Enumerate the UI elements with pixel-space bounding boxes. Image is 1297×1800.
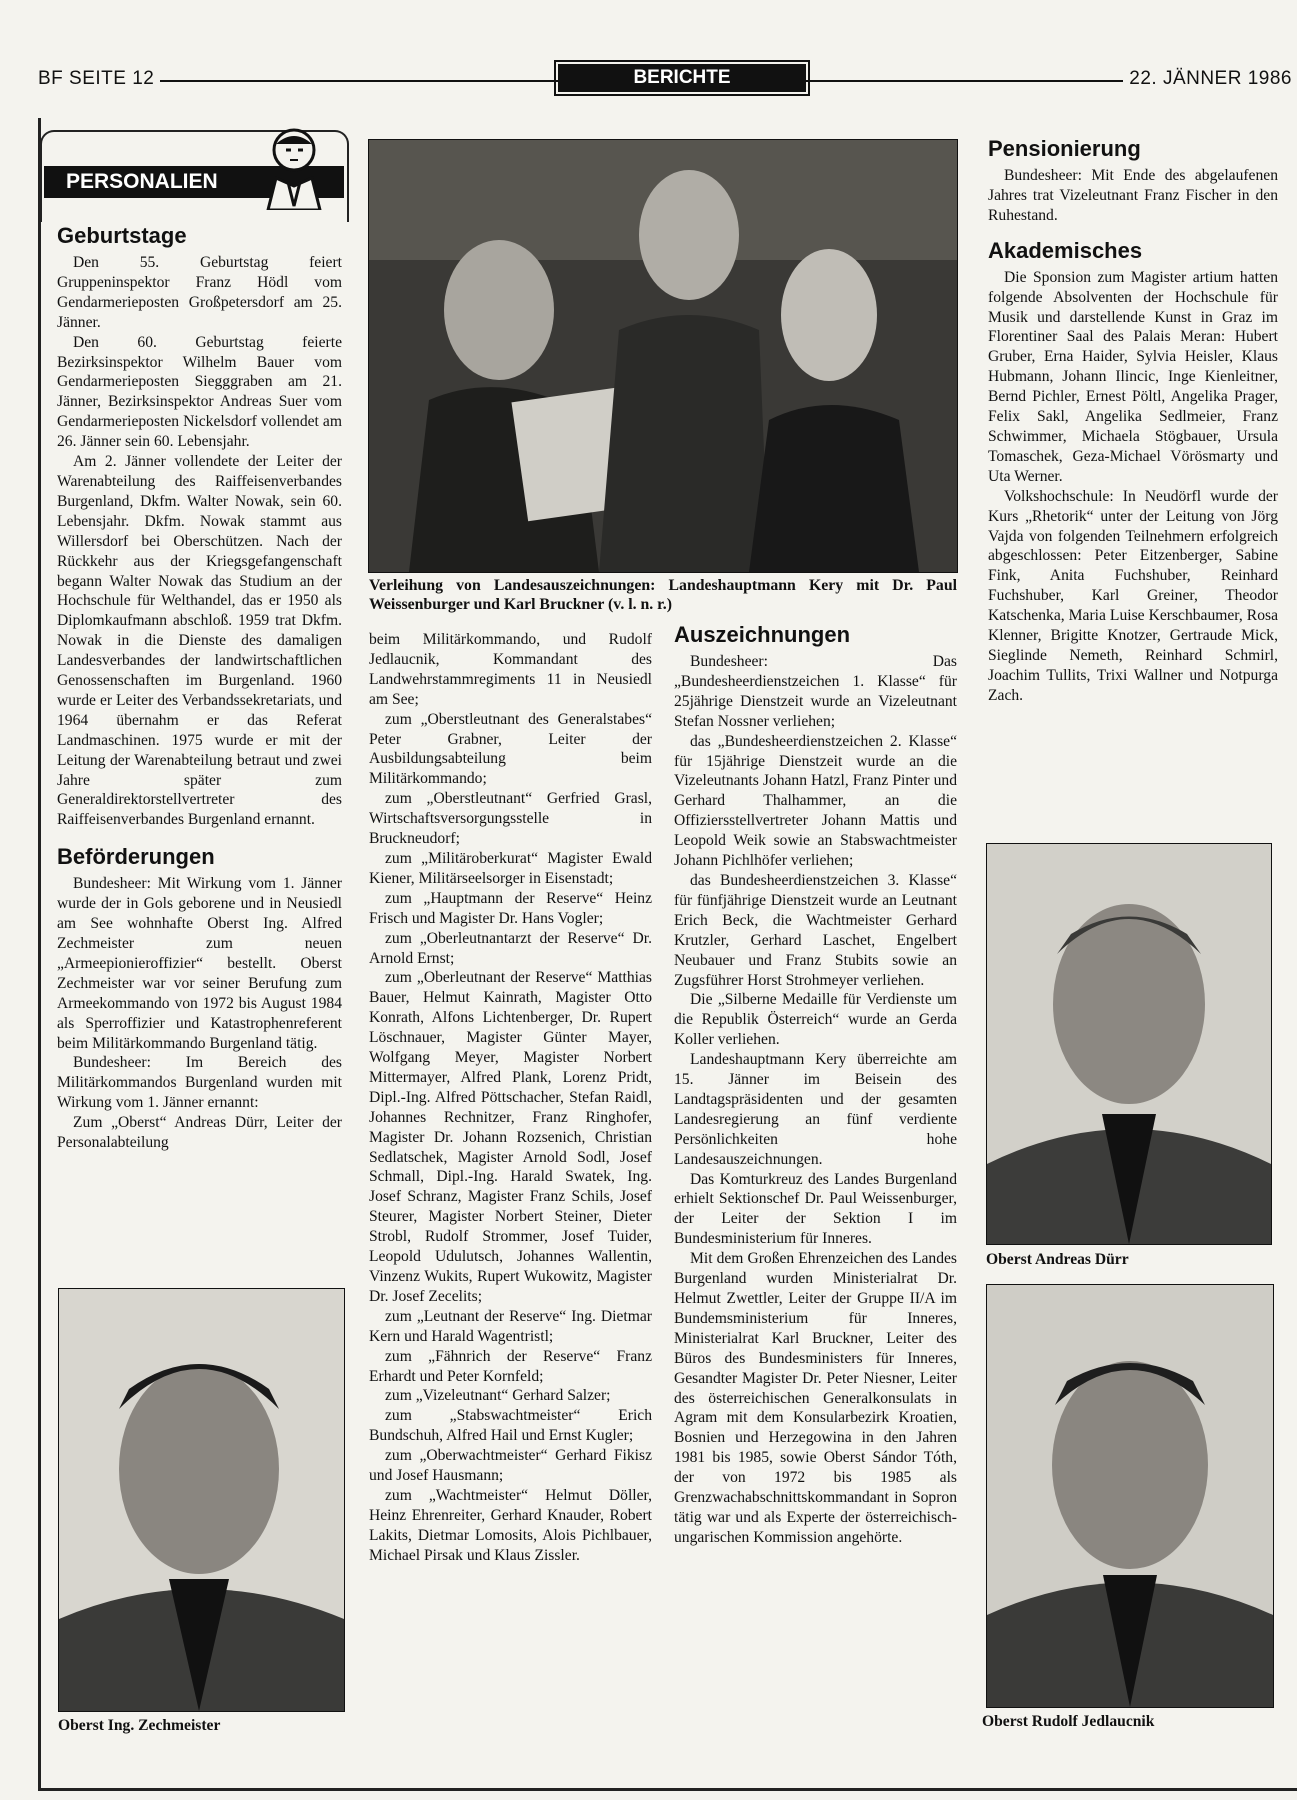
- text-paragraph: das Bundesheerdienstzeichen 3. Klasse“ für fünfjährige Dienstzeit wurde an Leutnant Erich Beck, die Wachtmeister Gerhard Krutzler, Gerhard Laschet, Engelbert Neubauer und Franz Stubits sowie an Zugsführer Horst Strohmeyer verliehen.: [674, 871, 957, 989]
- text-paragraph: Zum „Oberst“ Andreas Dürr, Leiter der Personalabteilung: [57, 1114, 342, 1152]
- text-paragraph: Landeshauptmann Kery überreichte am 15. Jänner im Beisein des Landtagspräsidenten und der gesamten Landesregierung an fünf verdiente Persönlichkeiten hohe Landesauszeichnungen.: [674, 1051, 957, 1168]
- section-title: BERICHTE: [558, 64, 806, 92]
- text-paragraph: zum „Militäroberkurat“ Magister Ewald Kiener, Militärseelsorger in Eisenstadt;: [369, 849, 652, 887]
- page-header: [38, 64, 1292, 94]
- column-3: [674, 622, 957, 1548]
- column-2: [369, 630, 652, 1566]
- person-icon: [262, 126, 326, 210]
- photo-award-ceremony: [368, 139, 958, 573]
- photo-zechmeister: [58, 1288, 345, 1712]
- text-paragraph: zum „Oberstleutnant“ Gerfried Grasl, Wirtschaftsversorgungsstelle in Bruckneudorf;: [369, 790, 652, 848]
- text-paragraph: zum „Wachtmeister“ Helmut Döller, Heinz Ehrenreiter, Gerhard Knauder, Robert Lakits, Dietmar Lomosits, Alois Pichlbauer, Michael Pirsak und Klaus Zissler.: [369, 1486, 652, 1564]
- heading-auszeichnungen: Auszeichnungen: [674, 622, 851, 647]
- text-paragraph: zum „Stabswachtmeister“ Erich Bundschuh, Alfred Hail und Ernst Kugler;: [369, 1407, 652, 1445]
- caption-duerr: Oberst Andreas Dürr: [986, 1251, 1129, 1268]
- caption-main-photo: Verleihung von Landesauszeichnungen: Landeshauptmann Kery mit Dr. Paul Weissenburger und Karl Bruckner (v. l. n. r.): [369, 577, 957, 613]
- portrait-image: [987, 844, 1271, 1244]
- heading-befoerderungen: Beförderungen: [57, 844, 215, 870]
- heading-pensionierung: Pensionierung: [988, 136, 1141, 161]
- column-1: [57, 215, 342, 1153]
- text-paragraph: zum „Vizeleutnant“ Gerhard Salzer;: [385, 1387, 611, 1405]
- caption-jedlaucnik: Oberst Rudolf Jedlaucnik: [982, 1713, 1155, 1730]
- caption-zechmeister: Oberst Ing. Zechmeister: [58, 1717, 221, 1734]
- text-paragraph: zum „Oberstleutnant des Generalstabes“ Peter Grabner, Leiter der Ausbildungsabteilung beim Militärkommando;: [369, 710, 652, 788]
- column-4: [988, 136, 1278, 706]
- portrait-image: [987, 1285, 1273, 1707]
- text-paragraph: zum „Oberleutnant der Reserve“ Matthias Bauer, Helmut Kainrath, Magister Otto Konrath, Alfons Lichtenberger, Dr. Rupert Löschnauer, Magister Günter Mayer, Wolfgang Meyer, Magister Norbert Mittermayer, Alfred Plank, Lorenz Pridt, Dipl.-Ing. Alfred Pöttschacher, Stefan Raidl, Johannes Rechnitzer, Franz Ringhofer, Magister Dr. Johann Rozsenich, Christian Sedlatschek, Magister Arnold Sodl, Josef Schmall, Dipl.-Ing. Harald Swatek, Ing. Josef Schranz, Magister Franz Schils, Josef Steurer, Magister Norbert Steiner, Dieter Strobl, Rudolf Strommer, Josef Tuider, Leopold Udulutsch, Johannes Wallentin, Vinzenz Wukits, Rupert Wukowitz, Magister Dr. Josef Zecelits;: [369, 969, 652, 1305]
- photo-duerr: [986, 843, 1272, 1245]
- text-paragraph: zum „Fähnrich der Reserve“ Franz Erhardt und Peter Kornfeld;: [369, 1347, 652, 1385]
- text-paragraph: Die Sponsion zum Magister artium hatten folgende Absolventen der Hochschule für Musik und darstellende Kunst in Graz im Florentiner Saal des Palais Meran: Hubert Gruber, Erna Haider, Sylvia Heisler, Klaus Hubmann, Johann Ilincic, Inge Kienleitner, Bernd Pichler, Ernest Pöltl, Angelika Prager, Felix Sakl, Angelika Sedlmeier, Franz Schwimmer, Michaela Stögbauer, Ursula Tomaschek, Geza-Michael Vörösmarty und Uta Werner.: [988, 268, 1278, 485]
- page-number: BF SEITE 12: [38, 68, 160, 90]
- heading-akademisches: Akademisches: [988, 237, 1143, 263]
- text-paragraph: zum „Leutnant der Reserve“ Ing. Dietmar Kern und Harald Wagentristl;: [369, 1307, 652, 1345]
- personalien-label: PERSONALIEN: [44, 166, 344, 198]
- text-paragraph: zum „Oberleutnantarzt der Reserve“ Dr. Arnold Ernst;: [369, 929, 652, 967]
- text-paragraph: Das Komturkreuz des Landes Burgenland erhielt Sektionschef Dr. Paul Weissenburger, der Leiter der Sektion I im Bundesministerium für Inneres.: [674, 1170, 957, 1248]
- text-paragraph: Volkshochschule: In Neudörfl wurde der Kurs „Rhetorik“ unter der Leitung von Jörg Vajda von folgenden Teilnehmern erfolgreich abgeschlossen: Peter Eitzenberger, Sabine Fink, Anita Fuchshuber, Reinhard Fuchshuber, Karl Greiner, Theodor Katschenka, Maria Luise Kerschbaumer, Rosa Klenner, Brigitte Knotzer, Gertraude Mick, Sieglinde Nemeth, Reinhard Schmirl, Joachim Tullits, Trixi Wallner und Notpurga Zach.: [988, 487, 1278, 704]
- text-paragraph: Am 2. Jänner vollendete der Leiter der Warenabteilung des Raiffeisenverbandes Burgenland, Dkfm. Walter Nowak, sein 60. Lebensjahr. Dkfm. Nowak stammt aus Willersdorf bei Oberschützen. Nach der Rückkehr aus der Kriegsgefangenschaft begann Walter Nowak das Studium an der Hochschule für Welthandel, das er 1950 als Diplomkaufmann abschloß. 1959 trat Dkfm. Nowak in die Dienste des damaligen Landesverbandes der landwirtschaftlichen Genossenschaften im Burgenland. 1960 wurde er Leiter des Verbandssekretariats, und 1964 übernahm er das Referat Landmaschinen. 1975 wurde er mit der Leitung der Warenabteilung betraut und zwei Jahre später zum Generaldirektorstellvertreter des Raiffeisenverbandes Burgenland ernannt.: [57, 453, 342, 829]
- text-paragraph: Den 60. Geburtstag feierte Bezirksinspektor Wilhelm Bauer vom Gendarmerieposten Siegggraben am 21. Jänner, Bezirksinspektor Andreas Suer vom Gendarmerieposten Nickelsdorf vollendet am 26. Jänner sein 60. Lebensjahr.: [57, 333, 342, 451]
- text-paragraph: Mit dem Großen Ehrenzeichen des Landes Burgenland wurden Ministerialrat Dr. Helmut Zwettler, Leiter der Gruppe II/A im Bundemsministerium für Inneres, Ministerialrat Karl Bruckner, Leiter des Büros des Bundesministers für Inneres, Gesandter Magister Dr. Peter Niesner, Leiter des österreichischen Generalkonsulats in Agram mit dem Konsularbezirk Kroatien, Bosnien und Herzegowina in den Jahren 1981 bis 1985, sowie Oberst Sándor Tóth, der von 1972 bis 1985 als Grenzwachabschnittskommandant in Sopron tätig war und als Experte der österreichisch-ungarischen Kommission angehörte.: [674, 1250, 957, 1546]
- text-paragraph: Bundesheer: Mit Ende des abgelaufenen Jahres trat Vizeleutnant Franz Fischer in den Ruhestand.: [988, 167, 1278, 224]
- text-paragraph: beim Militärkommando, und Rudolf Jedlaucnik, Kommandant des Landwehrstammregiments 11 in Neusiedl am See;: [369, 631, 652, 708]
- portrait-image: [59, 1289, 344, 1711]
- text-paragraph: Bundesheer: Im Bereich des Militärkommandos Burgenland wurden mit Wirkung vom 1. Jänner ernannt:: [57, 1054, 342, 1112]
- text-paragraph: Bundesheer: Das „Bundesheerdienstzeichen 1. Klasse“ für 25jährige Dienstzeit wurde an Vizeleutnant Stefan Nossner verliehen;: [674, 653, 957, 730]
- text-paragraph: Den 55. Geburtstag feiert Gruppeninspektor Franz Hödl vom Gendarmerieposten Großpetersdorf am 25. Jänner.: [57, 254, 342, 331]
- issue-date: 22. JÄNNER 1986: [1123, 68, 1292, 90]
- text-paragraph: Die „Silberne Medaille für Verdienste um die Republik Österreich“ wurde an Gerda Koller verliehen.: [674, 991, 957, 1049]
- text-paragraph: zum „Hauptmann der Reserve“ Heinz Frisch und Magister Dr. Hans Vogler;: [369, 889, 652, 927]
- text-paragraph: das „Bundesheerdienstzeichen 2. Klasse“ für 15jährige Dienstzeit wurde an die Vizeleutnants Johann Hatzl, Franz Pinter und Gerhard Thalhammer, an die Offiziersstellvertreter Johann Mattis und Leopold Weik sowie an Stabswachtmeister Johann Pichlhöfer verliehen;: [674, 732, 957, 870]
- text-paragraph: Bundesheer: Mit Wirkung vom 1. Jänner wurde der in Gols geborene und in Neusiedl am See wohnhafte Oberst Ing. Alfred Zechmeister zum neuen „Armeepionieroffizier“ bestellt. Oberst Zechmeister war vor seiner Berufung zum Armeekommando von 1972 bis August 1984 als Sperroffizier und Katastrophenreferent beim Militärkommando Burgenland tätig.: [57, 875, 342, 1052]
- group-photo-image: [369, 140, 957, 572]
- personalien-box: [40, 130, 345, 210]
- heading-geburtstage: Geburtstage: [57, 223, 187, 248]
- text-paragraph: zum „Oberwachtmeister“ Gerhard Fikisz und Josef Hausmann;: [369, 1447, 652, 1485]
- photo-jedlaucnik: [986, 1284, 1274, 1708]
